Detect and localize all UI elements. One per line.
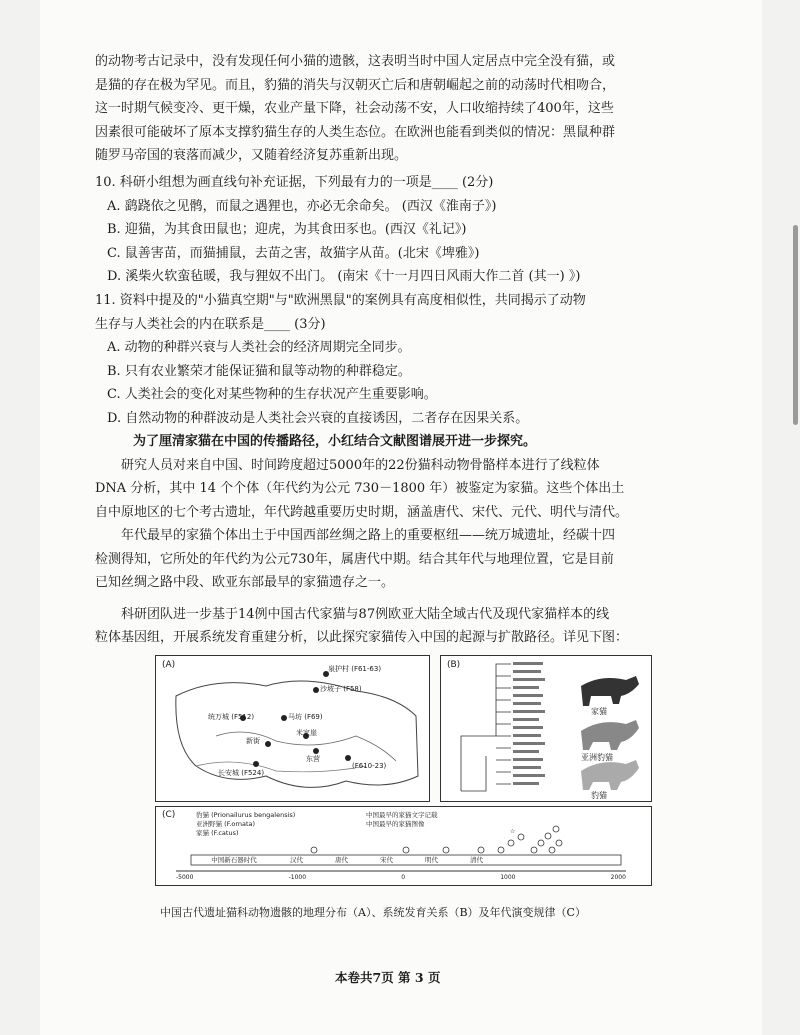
phylogeny-tree bbox=[441, 656, 651, 801]
panel-b-label: (B) bbox=[447, 660, 461, 670]
map-site-label: 长安城 (F524) bbox=[218, 769, 265, 777]
period-label: 中国新石器时代 bbox=[211, 856, 257, 864]
tick-label: -5000 bbox=[176, 874, 194, 881]
legend-item: 亚洲野猫 (F.ornata) bbox=[196, 820, 256, 828]
option-a: A. 鹞跷依之见鹘，而鼠之遇狸也，亦必无余命矣。 (西汉《淮南子》) bbox=[107, 198, 497, 214]
period-label: 明代 bbox=[425, 856, 438, 864]
panel-a-label: (A) bbox=[162, 660, 176, 670]
map-site-label: 泉护村 (F61-63) bbox=[328, 665, 382, 673]
legend-item: 中国最早的家猫文字记载 bbox=[366, 811, 438, 819]
study-line: 年代最早的家猫个体出土于中国西部丝绸之路上的重要枢纽——统万城遗址，经碳十四 bbox=[121, 528, 616, 543]
study-line: 研究人员对来自中国、时间跨度超过5000年的22份猫科动物骨骼样本进行了线粒体 bbox=[121, 457, 600, 473]
species-label: 家猫 bbox=[591, 707, 607, 716]
figure-panel-a bbox=[155, 655, 430, 802]
figure-panel-b bbox=[440, 655, 652, 802]
figure-caption: 中国古代遗址猫科动物遗骸的地理分布（A）、系统发育关系（B）及年代演变规律（C） bbox=[160, 906, 586, 919]
option-c: C. 人类社会的变化对某些物种的生存状况产生重要影响。 bbox=[107, 387, 437, 402]
svg-text:☆: ☆ bbox=[510, 828, 516, 835]
question-stem: 11. 资料中提及的"小猫真空期"与"欧洲黑鼠"的案例具有高度相似性，共同揭示了动物 bbox=[95, 293, 586, 308]
option-b: B. 只有农业繁荣才能保证猫和鼠等动物的种群稳定。 bbox=[107, 363, 411, 379]
map-graphic bbox=[156, 656, 429, 801]
section-intro: 为了厘清家猫在中国的传播路径，小红结合文献图谱展开进一步探究。 bbox=[133, 434, 537, 449]
study-line: 粒体基因组，开展系统发育重建分析，以此探究家猫传入中国的起源与扩散路径。详见下图： bbox=[95, 630, 629, 645]
passage-top bbox=[95, 50, 695, 168]
option-a: A. 动物的种群兴衰与人类社会的经济周期完全同步。 bbox=[107, 340, 411, 355]
study-line: DNA 分析，其中 14 个个体（年代约为公元 730－1800 年）被鉴定为家猫。这些个体出土 bbox=[95, 481, 625, 496]
figure-panel-c bbox=[155, 806, 652, 886]
period-label: 唐代 bbox=[335, 856, 348, 864]
map-site-label: 新街 bbox=[246, 737, 260, 745]
option-d: D. 自然动物的种群波动是人类社会兴衰的直接诱因，二者存在因果关系。 bbox=[107, 410, 529, 426]
question-stem: 10. 科研小组想为画直线句补充证据，下列最有力的一项是____ (2分) bbox=[95, 175, 494, 190]
question-11 bbox=[95, 289, 695, 430]
passage-line: 是猫的存在极为罕见。而且，豹猫的消失与汉朝灭亡后和唐朝崛起之前的动荡时代相吻合， bbox=[95, 77, 616, 93]
study-section bbox=[95, 430, 695, 650]
map-site-label: 米家崖 bbox=[296, 729, 317, 737]
species-label: 亚洲豹猫 bbox=[581, 753, 613, 762]
period-label: 汉代 bbox=[290, 856, 303, 864]
map-site-label: 东营 bbox=[306, 755, 320, 763]
passage-line: 的动物考古记录中，没有发现任何小猫的遗骸，这表明当时中国人定居点中完全没有猫，或 bbox=[95, 54, 616, 69]
study-line: 检测得知，它所处的年代约为公元730年，属唐代中期。结合其年代与地理位置，它是目前 bbox=[95, 551, 614, 567]
option-b: B. 迎猫，为其食田鼠也；迎虎，为其食田豕也。(西汉《礼记》) bbox=[107, 222, 467, 237]
question-stem-cont: 生存与人类社会的内在联系是____ (3分) bbox=[95, 316, 326, 332]
passage-line: 随罗马帝国的衰落而减少，又随着经济复苏重新出现。 bbox=[95, 148, 408, 163]
tick-label: 2000 bbox=[610, 874, 626, 881]
species-label: 豹猫 bbox=[591, 791, 607, 800]
map-site-label: 马坊 (F69) bbox=[288, 713, 323, 721]
timeline-periods bbox=[194, 855, 624, 865]
period-label: 清代 bbox=[470, 856, 483, 864]
question-10 bbox=[95, 171, 695, 289]
scrollbar[interactable] bbox=[793, 225, 798, 425]
panel-c-label: (C) bbox=[162, 810, 176, 820]
study-line: 科研团队进一步基于14例中国古代家猫与87例欧亚大陆全域古代及现代家猫样本的线 bbox=[121, 606, 610, 622]
timeline-ticks bbox=[176, 874, 626, 881]
passage-line: 这一时期气候变冷、更干燥，农业产量下降，社会动荡不安，人口收缩持续了400年，这些 bbox=[95, 101, 614, 116]
tick-label: -1000 bbox=[288, 874, 307, 881]
map-site-label: 统万城 (F512) bbox=[208, 713, 255, 721]
study-line: 自中原地区的七个考古遗址，年代跨越重要历史时期，涵盖唐代、宋代、元代、明代与清代。 bbox=[95, 504, 629, 520]
tick-label: 1000 bbox=[500, 874, 516, 881]
legend-item: 中国最早的家猫图像 bbox=[366, 820, 425, 828]
page-footer: 本卷共7页 第 3 页 bbox=[335, 970, 441, 985]
option-c: C. 鼠善害苗，而猫捕鼠，去苗之害，故猫字从苗。(北宋《埤雅》) bbox=[107, 245, 480, 261]
passage-line: 因素很可能破坏了原本支撑豹猫生存的人类生态位。在欧洲也能看到类似的情况：黑鼠种群 bbox=[95, 124, 616, 140]
legend-item: 家猫 (F.catus) bbox=[196, 829, 239, 837]
tick-label: 0 bbox=[401, 874, 406, 881]
legend-item: 豹猫 (Prionailurus bengalensis) bbox=[196, 811, 296, 819]
map-site-label: 沙坡子 (F58) bbox=[320, 685, 362, 693]
study-line: 已知丝绸之路中段、欧亚东部最早的家猫遗存之一。 bbox=[95, 575, 395, 590]
map-site-label: (F610-23) bbox=[352, 762, 387, 770]
option-d: D. 溪柴火软蛮毡暖，我与狸奴不出门。 (南宋《十一月四日风雨大作二首 (其一) 》) bbox=[107, 269, 581, 284]
period-label: 宋代 bbox=[380, 856, 393, 864]
